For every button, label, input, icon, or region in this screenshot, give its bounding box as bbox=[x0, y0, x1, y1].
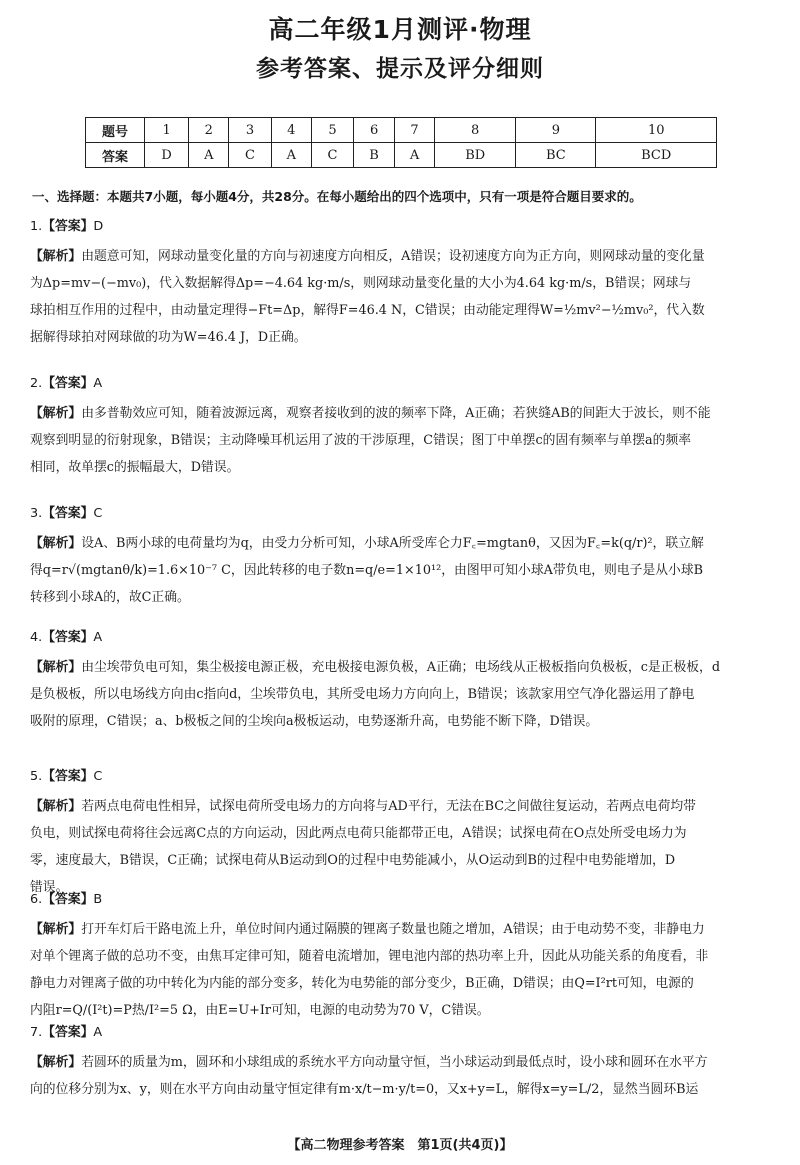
analysis-block bbox=[30, 1051, 778, 1105]
answer-cell: D bbox=[145, 143, 189, 168]
analysis-line bbox=[30, 532, 778, 559]
answer-table bbox=[85, 117, 717, 168]
answer-value: A bbox=[93, 630, 103, 645]
analysis-tag: 【解析】 bbox=[30, 1055, 82, 1070]
question-number: 6 bbox=[354, 118, 395, 143]
row-label-answer: 答案 bbox=[86, 143, 145, 168]
analysis-text: 静电力对锂离子做的功中转化为内能的部分变多，转化为电势能的部分变少，B正确，D错误；由Q=I²rt可知，电源的 bbox=[30, 976, 694, 991]
answer-tag: 【答案】 bbox=[42, 630, 94, 645]
page-title: 高二年级1月测评·物理 bbox=[268, 15, 532, 44]
answer-cell: BCD bbox=[596, 143, 717, 168]
analysis-text: 由尘埃带负电可知，集尘极接电源正极，充电极接电源负极，A正确；电场线从正极板指向负极板，c是正极板，d bbox=[81, 660, 721, 675]
question-number: 10 bbox=[596, 118, 717, 143]
analysis-text: 打开车灯后干路电流上升，单位时间内通过隔膜的锂离子数量也随之增加，A错误；由于电动势不变，非静电力 bbox=[81, 922, 705, 937]
question-number: 7 bbox=[394, 118, 434, 143]
answer-tag: 【答案】 bbox=[42, 769, 94, 784]
analysis-line bbox=[30, 795, 778, 822]
analysis-text: 设A、B两小球的电荷量均为q，由受力分析可知，小球A所受库仑力F꜀=mgtanθ，又因为F꜀=k(q/r)²，联立解 bbox=[81, 536, 704, 551]
question-number: 4 bbox=[271, 118, 311, 143]
analysis-text: 向的位移分别为x、y，则在水平方向由动量守恒定律有m·x/t−m·y/t=0，又x+y=L，解得x=y=L/2，显然当圆环B运 bbox=[30, 1082, 699, 1097]
analysis-tag: 【解析】 bbox=[30, 536, 82, 551]
analysis-text: 若圆环的质量为m，圆环和小球组成的系统水平方向动量守恒，当小球运动到最低点时，设小球和圆环在水平方 bbox=[81, 1055, 708, 1070]
analysis-block bbox=[30, 532, 778, 613]
answer-line bbox=[30, 215, 778, 234]
analysis-text: 吸附的原理，C错误；a、b极板之间的尘埃向a极板运动，电势逐渐升高，电势能不断下降，D错误。 bbox=[30, 714, 599, 729]
analysis-text: 转移到小球A的，故C正确。 bbox=[30, 590, 190, 605]
answer-line bbox=[30, 1021, 778, 1040]
question-number-label: 6. bbox=[30, 892, 43, 907]
analysis-block bbox=[30, 402, 778, 483]
analysis-text: 相同，故单摆c的振幅最大，D错误。 bbox=[30, 460, 240, 475]
analysis-line bbox=[30, 710, 778, 737]
analysis-line bbox=[30, 656, 778, 683]
analysis-text: 对单个锂离子做的总功不变，由焦耳定律可知，随着电流增加，锂电池内部的热功率上升，因此从功能关系的角度看，非 bbox=[30, 949, 709, 964]
question-number-row bbox=[86, 118, 717, 143]
question-number-label: 2. bbox=[30, 376, 43, 391]
analysis-block bbox=[30, 656, 778, 737]
analysis-tag: 【解析】 bbox=[30, 660, 82, 675]
analysis-line bbox=[30, 822, 778, 849]
analysis-tag: 【解析】 bbox=[30, 799, 82, 814]
answer-cell: A bbox=[189, 143, 229, 168]
question-number: 9 bbox=[516, 118, 596, 143]
answer-value: C bbox=[93, 769, 103, 784]
answer-cell: A bbox=[271, 143, 311, 168]
answer-cell: C bbox=[229, 143, 271, 168]
analysis-line bbox=[30, 918, 778, 945]
analysis-line bbox=[30, 559, 778, 586]
analysis-line bbox=[30, 456, 778, 483]
analysis-line bbox=[30, 429, 778, 456]
question-number-label: 7. bbox=[30, 1025, 43, 1040]
answer-line bbox=[30, 888, 778, 907]
answer-row bbox=[86, 143, 717, 168]
analysis-line bbox=[30, 402, 778, 429]
analysis-text: 负电，则试探电荷将往会远离C点的方向运动，因此两点电荷只能都带正电，A错误；试探电荷在O点处所受电场力为 bbox=[30, 826, 687, 841]
analysis-text: 零，速度最大，B错误，C正确；试探电荷从B运动到O的过程中电势能减小，从O运动到B的过程中电势能增加，D bbox=[30, 853, 676, 868]
answer-value: B bbox=[93, 892, 103, 907]
question-number: 5 bbox=[311, 118, 353, 143]
analysis-tag: 【解析】 bbox=[30, 922, 82, 937]
analysis-line bbox=[30, 586, 778, 613]
answer-cell: BC bbox=[516, 143, 596, 168]
question-number: 8 bbox=[435, 118, 516, 143]
section-heading: 一、选择题：本题共7小题，每小题4分，共28分。在每小题给出的四个选项中，只有一项是符合题目要求的。 bbox=[32, 189, 642, 204]
analysis-line bbox=[30, 683, 778, 710]
answer-line bbox=[30, 626, 778, 645]
analysis-text: 错误。 bbox=[30, 880, 69, 895]
analysis-text: 为Δp=mv−(−mv₀)，代入数据解得Δp=−4.64 kg·m/s，则网球动量变化量的大小为4.64 kg·m/s，B错误；网球与 bbox=[30, 276, 692, 291]
answer-line bbox=[30, 765, 778, 784]
analysis-text: 据解得球拍对网球做的功为W=46.4 J，D正确。 bbox=[30, 330, 307, 345]
answer-cell: C bbox=[311, 143, 353, 168]
answer-value: A bbox=[93, 376, 103, 391]
analysis-text: 观察到明显的衍射现象，B错误；主动降噪耳机运用了波的干涉原理，C错误；图丁中单摆c的固有频率与单摆a的频率 bbox=[30, 433, 692, 448]
answer-line bbox=[30, 372, 778, 391]
answer-tag: 【答案】 bbox=[42, 892, 94, 907]
analysis-line bbox=[30, 972, 778, 999]
analysis-tag: 【解析】 bbox=[30, 249, 82, 264]
page-footer: 【高二物理参考答案 第1页(共4页)】 bbox=[287, 1138, 513, 1153]
analysis-text: 若两点电荷电性相异，试探电荷所受电场力的方向将与AD平行，无法在BC之间做往复运动，若两点电荷均带 bbox=[81, 799, 696, 814]
answer-cell: BD bbox=[435, 143, 516, 168]
answer-tag: 【答案】 bbox=[42, 219, 94, 234]
row-label-number: 题号 bbox=[86, 118, 145, 143]
analysis-tag: 【解析】 bbox=[30, 406, 82, 421]
question-number: 2 bbox=[189, 118, 229, 143]
analysis-line bbox=[30, 945, 778, 972]
analysis-text: 由多普勒效应可知，随着波源远离，观察者接收到的波的频率下降，A正确；若狭缝AB的间距大于波长，则不能 bbox=[81, 406, 711, 421]
question-number: 1 bbox=[145, 118, 189, 143]
analysis-text: 球拍相互作用的过程中，由动量定理得−Ft=Δp，解得F=46.4 N，C错误；由动能定理得W=½mv²−½mv₀²，代入数 bbox=[30, 303, 705, 318]
analysis-line bbox=[30, 272, 778, 299]
answer-line bbox=[30, 502, 778, 521]
analysis-line bbox=[30, 1078, 778, 1105]
question-number-label: 3. bbox=[30, 506, 43, 521]
answer-cell: B bbox=[354, 143, 395, 168]
answer-tag: 【答案】 bbox=[42, 506, 94, 521]
answer-value: C bbox=[93, 506, 103, 521]
question-number-label: 5. bbox=[30, 769, 43, 784]
analysis-text: 是负极板，所以电场线方向由c指向d，尘埃带负电，其所受电场力方向向上，B错误；该款家用空气净化器运用了静电 bbox=[30, 687, 695, 702]
analysis-line bbox=[30, 1051, 778, 1078]
answer-tag: 【答案】 bbox=[42, 376, 94, 391]
analysis-text: 内阻r=Q/(I²t)=P热/I²=5 Ω，由E=U+Ir可知，电源的电动势为70 V，C错误。 bbox=[30, 1003, 490, 1018]
answer-value: D bbox=[93, 219, 104, 234]
question-number-label: 1. bbox=[30, 219, 43, 234]
page-subtitle: 参考答案、提示及评分细则 bbox=[256, 56, 544, 82]
analysis-text: 由题意可知，网球动量变化量的方向与初速度方向相反，A错误；设初速度方向为正方向，则网球动量的变化量 bbox=[81, 249, 705, 264]
analysis-line bbox=[30, 326, 778, 353]
question-number-label: 4. bbox=[30, 630, 43, 645]
answer-value: A bbox=[93, 1025, 103, 1040]
analysis-text: 得q=r√(mgtanθ/k)=1.6×10⁻⁷ C，因此转移的电子数n=q/e=1×10¹²，由图甲可知小球A带负电，则电子是从小球B bbox=[30, 563, 704, 578]
analysis-line bbox=[30, 245, 778, 272]
analysis-block bbox=[30, 795, 778, 903]
analysis-block bbox=[30, 245, 778, 353]
analysis-line bbox=[30, 299, 778, 326]
answer-tag: 【答案】 bbox=[42, 1025, 94, 1040]
analysis-line bbox=[30, 849, 778, 876]
analysis-block bbox=[30, 918, 778, 1026]
answer-cell: A bbox=[394, 143, 434, 168]
question-number: 3 bbox=[229, 118, 271, 143]
